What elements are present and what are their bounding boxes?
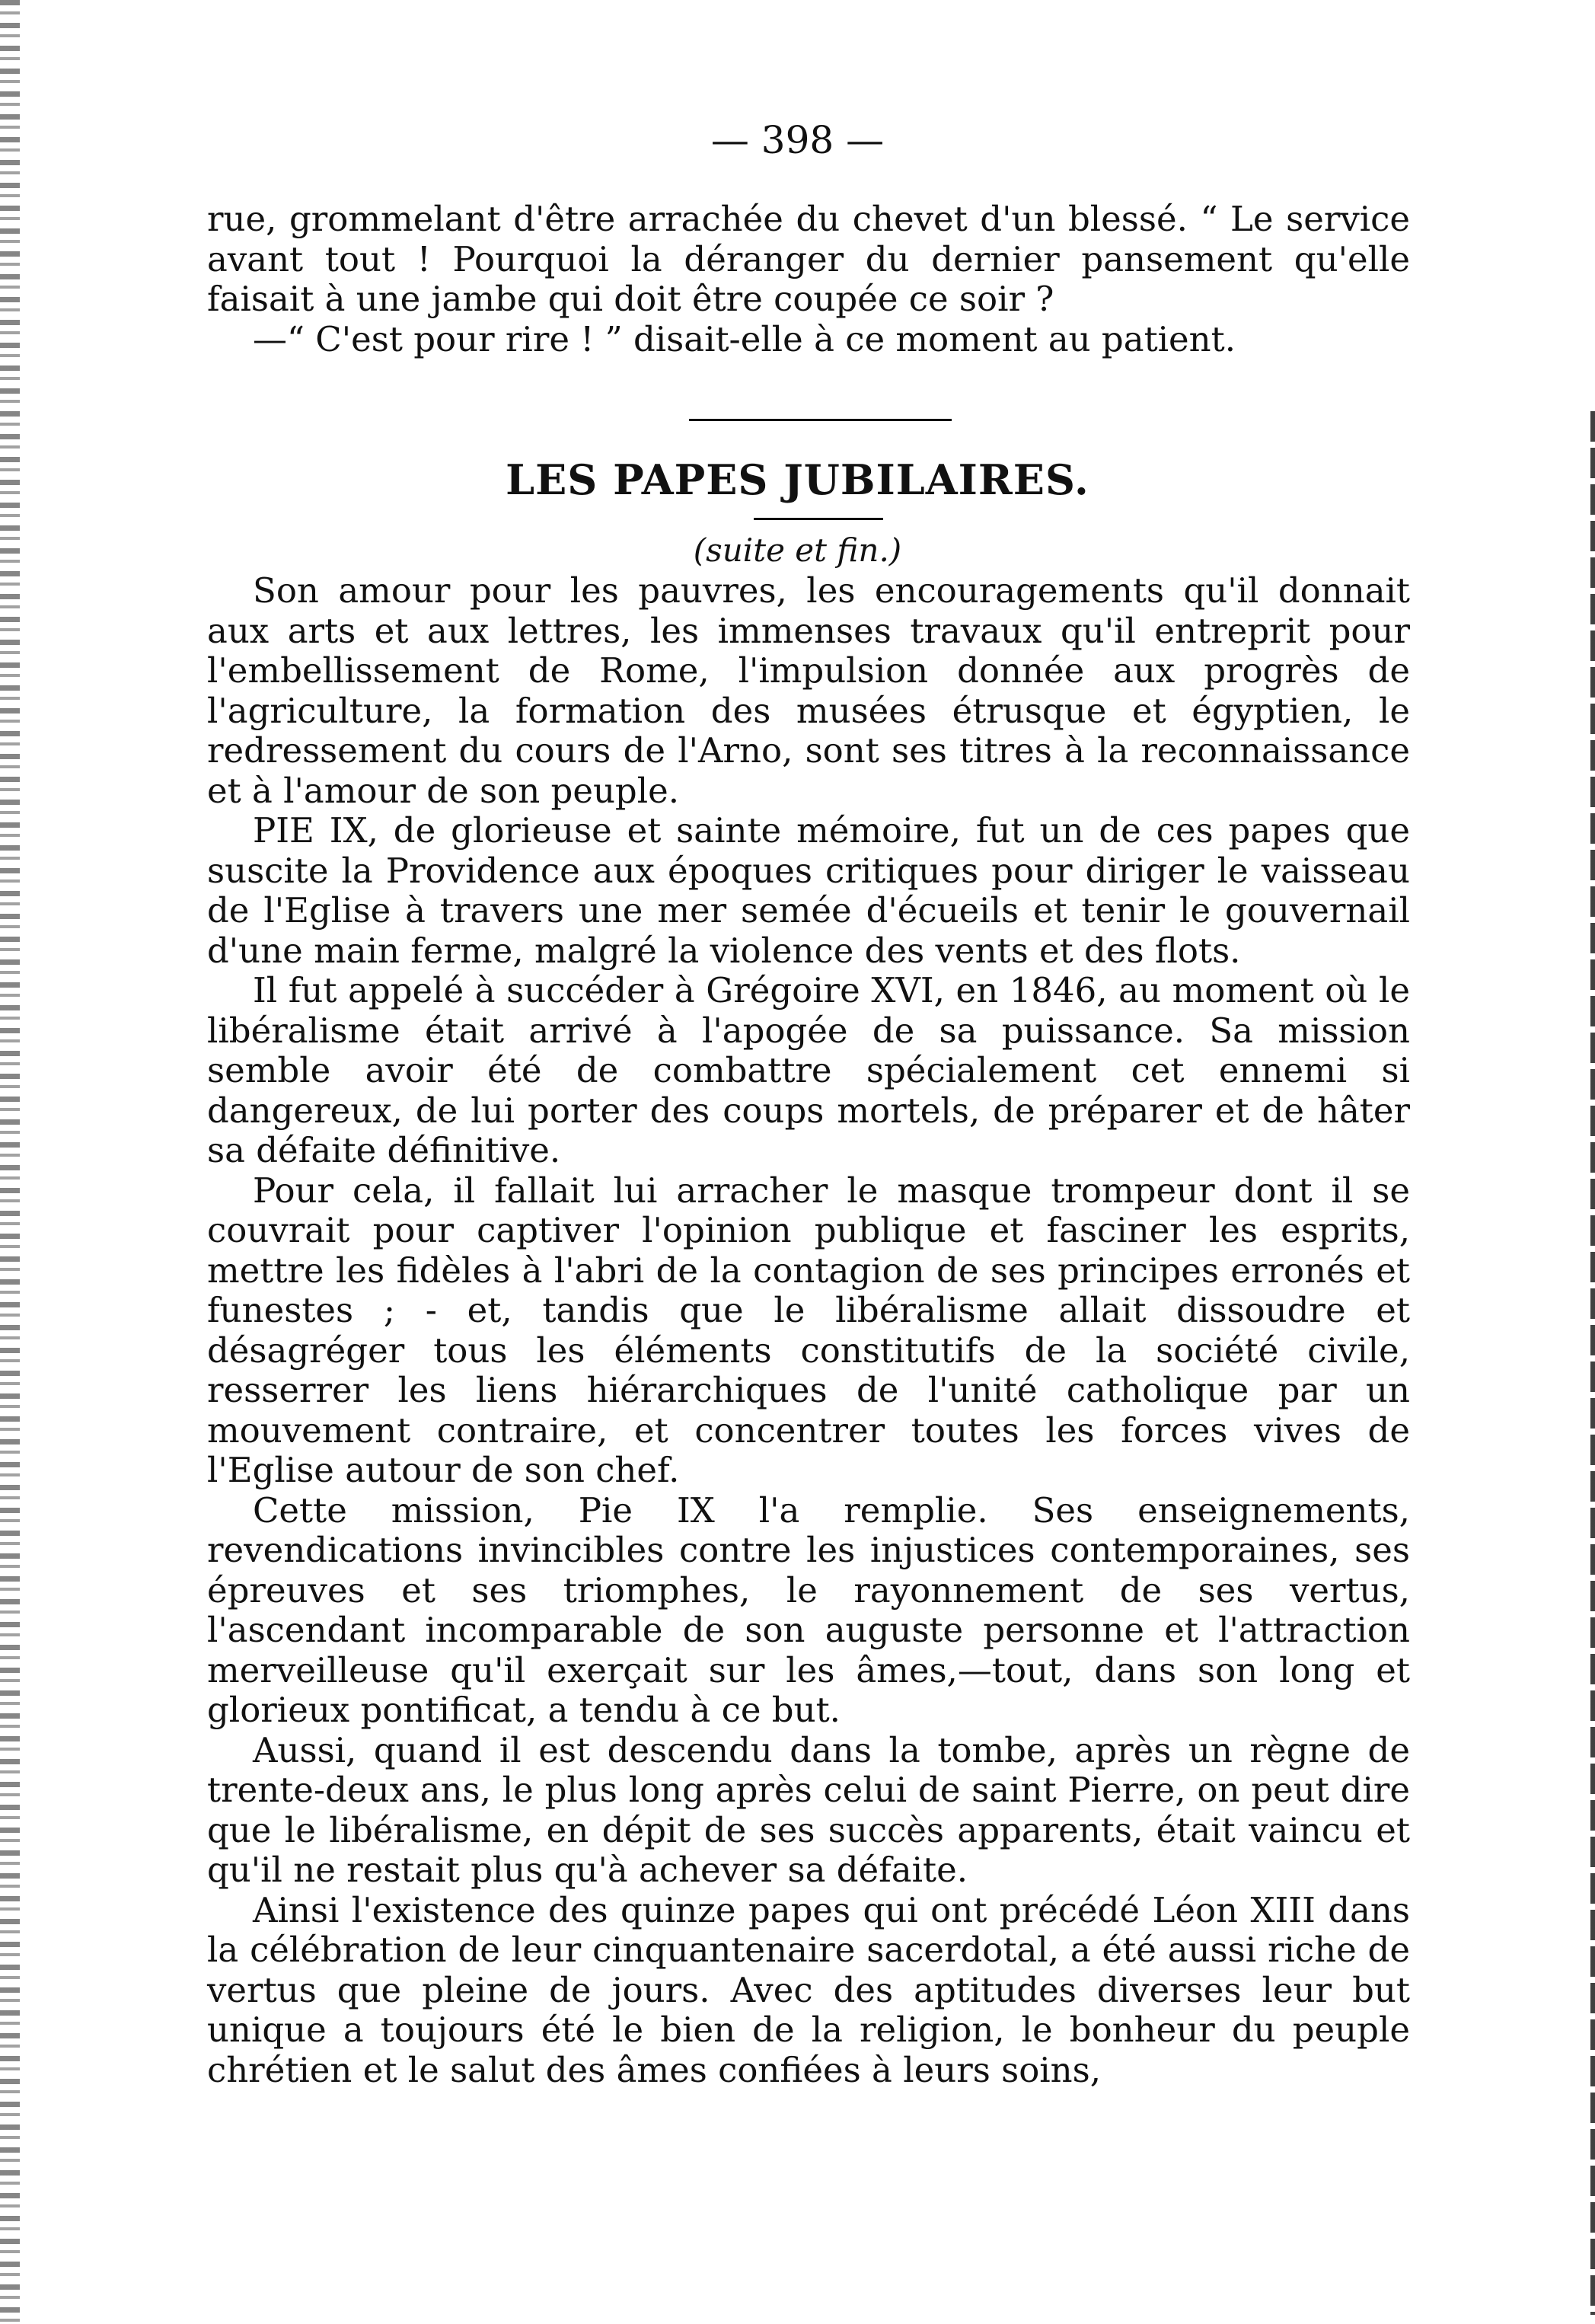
section-divider-rule [689, 419, 952, 421]
body-paragraph: Il fut appelé à succéder à Grégoire XVI, en 1846, au moment où le libéralisme était arrivé à l'apogée de sa puissance. Sa mission semble avoir été de combattre spécialement cet ennemi si dangereux, de lui porter des coups mortels, de préparer et de hâter sa défaite définitive. [207, 970, 1410, 1170]
page-number: — 398 — [710, 118, 885, 162]
intro-quote: —“ C'est pour rire ! ” disait-elle à ce moment au patient. [253, 318, 1236, 359]
article-body [207, 571, 1410, 2090]
body-paragraph: Aussi, quand il est descendu dans la tombe, après un règne de trente-deux ans, le plus long après celui de saint Pierre, on peut dire que le libéralisme, en dépit de ses succès apparents, était vaincu et qu'il ne restait plus qu'à achever sa défaite. [207, 1729, 1410, 1890]
scan-right-edge [1590, 411, 1595, 2315]
body-paragraph: Pour cela, il fallait lui arracher le masque trompeur dont il se couvrait pour captiver l'opinion publique et fasciner les esprits, mettre les fidèles à l'abri de la contagion de ses principes erronés et funestes ; - et, tandis que le libéralisme allait dissoudre et désagréger tous les éléments constitutifs de la société civile, resserrer les liens hiérarchiques de l'unité catholique par un mouvement contraire, et concentrer toutes les forces vives de l'Eglise autour de son chef. [207, 1170, 1410, 1490]
section-subtitle: (suite et fin.) [693, 532, 902, 569]
section-title: LES PAPES JUBILAIRES. [506, 455, 1089, 504]
scan-left-edge [0, 0, 20, 2324]
intro-paragraph: rue, grommelant d'être arrachée du chevet d'un blessé. “ Le service avant tout ! Pourquoi la déranger du dernier pansement qu'elle faisait à une jambe qui doit être coupée ce soir ? [207, 199, 1410, 319]
intro-text [207, 200, 1410, 359]
title-underline-rule [754, 518, 883, 520]
body-paragraph: PIE IX, de glorieuse et sainte mémoire, fut un de ces papes que suscite la Providence aux époques critiques pour diriger le vaisseau de l'Eglise à travers une mer semée d'écueils et tenir le gouvernail d'une main ferme, malgré la violence des vents et des flots. [207, 810, 1410, 971]
body-paragraph: Ainsi l'existence des quinze papes qui ont précédé Léon XIII dans la célébration de leur cinquantenaire sacerdotal, a été aussi riche de vertus que pleine de jours. Avec des aptitudes diverses leur but unique a toujours été le bien de la religion, le bonheur du peuple chrétien et le salut des âmes confiées à leurs soins, [207, 1889, 1410, 2090]
body-paragraph: Cette mission, Pie IX l'a remplie. Ses enseignements, revendications invincibles contre les injustices contemporaines, ses épreuves et ses triomphes, le rayonnement de ses vertus, l'ascendant incomparable de son auguste personne et l'attraction merveilleuse qu'il exerçait sur les âmes,—tout, dans son long et glorieux pontificat, a tendu à ce but. [207, 1489, 1410, 1730]
body-paragraph: Son amour pour les pauvres, les encouragements qu'il donnait aux arts et aux lettres, les immenses travaux qu'il entreprit pour l'embellissement de Rome, l'impulsion donnée aux progrès de l'agriculture, la formation des musées étrusque et égyptien, le redressement du cours de l'Arno, sont ses titres à la reconnaissance et à l'amour de son peuple. [207, 570, 1410, 811]
